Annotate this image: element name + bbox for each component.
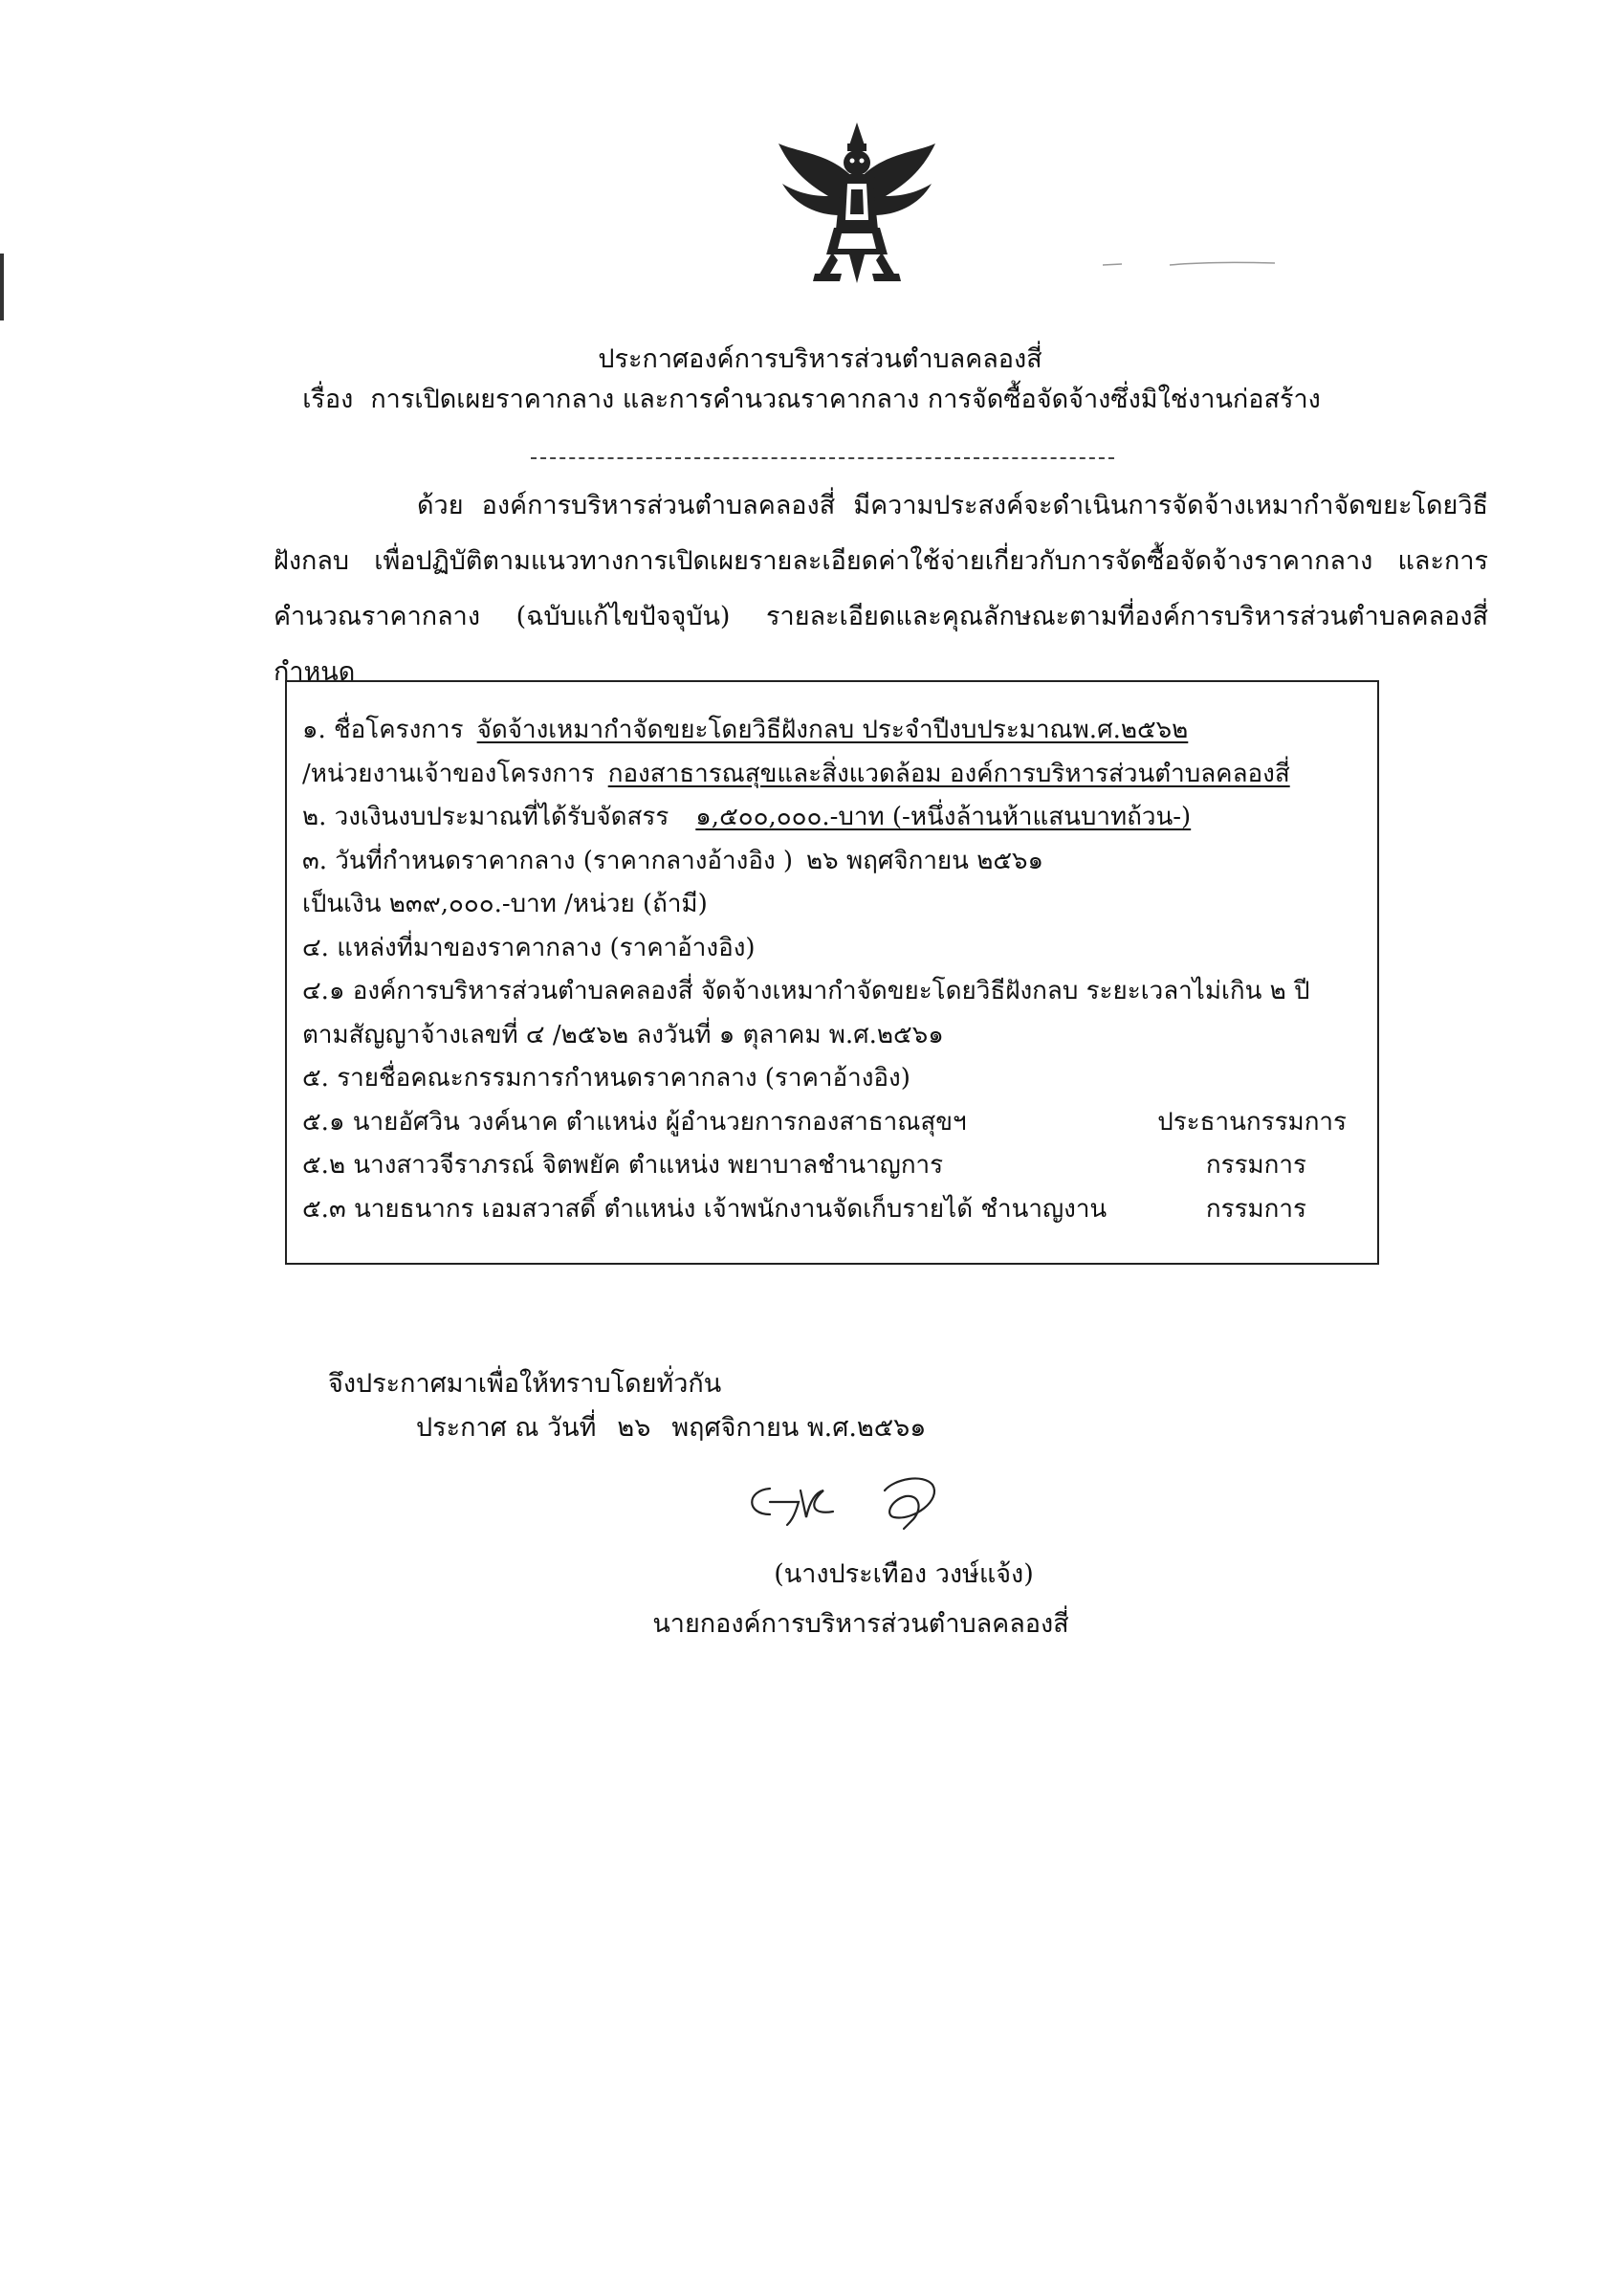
project-name-label: ๑. ชื่อโครงการ bbox=[302, 716, 464, 744]
project-name-line bbox=[302, 709, 1360, 753]
announcement-subject bbox=[0, 380, 1623, 420]
contract-reference-line: ตามสัญญาจ้างเลขที่ ๔ /๒๕๖๒ ลงวันที่ ๑ ตุลาคม พ.ศ.๒๕๖๑ bbox=[302, 1020, 944, 1049]
garuda-emblem-icon bbox=[761, 115, 953, 287]
budget-line bbox=[302, 796, 1360, 840]
signer-name: (นางประเทือง วงษ์แจ้ง) bbox=[774, 1559, 1034, 1589]
signer-block bbox=[574, 1550, 1148, 1649]
subject-text: การเปิดเผยราคากลาง และการคำนวณราคากลาง การจัดซื้อจัดจ้างซึ่งมิใช่งานก่อสร้าง bbox=[370, 385, 1321, 414]
closing-notice: จึงประกาศมาเพื่อให้ทราบโดยทั่วกัน bbox=[328, 1369, 722, 1399]
scan-edge-mark bbox=[0, 254, 4, 320]
handwritten-signature bbox=[741, 1462, 1009, 1538]
committee-member-role: กรรมการ bbox=[1205, 1194, 1306, 1224]
announcement-date bbox=[328, 1406, 926, 1450]
date-rest: พฤศจิกายน พ.ศ.๒๕๖๑ bbox=[671, 1413, 927, 1443]
committee-member-text: ๕.๑ นายอัศวิน วงค์นาค ตำแหน่ง ผู้อำนวยการกองสาธาณสุขฯ bbox=[302, 1107, 967, 1137]
date-prefix: ประกาศ ณ วันที่ bbox=[416, 1413, 597, 1443]
subject-label: เรื่อง bbox=[302, 385, 354, 414]
project-info-box bbox=[285, 680, 1379, 1265]
project-name-value: จัดจ้างเหมากำจัดขยะโดยวิธีฝังกลบ ประจำปีงบประมาณพ.ศ.๒๕๖๒ bbox=[476, 716, 1189, 744]
price-source-item: ๔.๑ องค์การบริหารส่วนตำบลคลองสี่ จัดจ้างเหมากำจัดขยะโดยวิธีฝังกลบ ระยะเวลาไม่เกิน ๒ ปี bbox=[302, 977, 1310, 1005]
committee-member-row bbox=[302, 1144, 1360, 1188]
header-divider bbox=[531, 457, 1114, 459]
committee-member-role: กรรมการ bbox=[1205, 1151, 1306, 1180]
committee-member-row bbox=[302, 1188, 1360, 1232]
project-owner-label: /หน่วยงานเจ้าของโครงการ bbox=[302, 759, 595, 788]
intro-paragraph: ด้วย องค์การบริหารส่วนตำบลคลองสี่ มีความประสงค์จะดำเนินการจัดจ้างเหมากำจัดขยะโดยวิธีฝังกลบ เพื่อปฏิบัติตามแนวทางการเปิดเผยรายละเอียดค่าใช้จ่ายเกี่ยวกับการจัดซื้อจัดจ้างราคากลาง และการคำนวณราคากลาง (ฉบับแก้ไขปัจจุบัน) รายละเอียดและคุณลักษณะตามที่องค์การบริหารส่วนตำบลคลองสี่กำหนด bbox=[274, 491, 1488, 687]
committee-member-text: ๕.๓ นายธนากร เอมสวาสดิ์ ตำแหน่ง เจ้าพนักงานจัดเก็บรายได้ ชำนาญงาน bbox=[302, 1194, 1108, 1224]
reference-date-value: ๒๖ พฤศจิกายน ๒๕๖๑ bbox=[806, 846, 1044, 875]
announcement-header bbox=[0, 340, 1623, 420]
announcement-title: ประกาศองค์การบริหารส่วนตำบลคลองสี่ bbox=[598, 344, 1042, 374]
price-source-heading: ๔. แหล่งที่มาของราคากลาง (ราคาอ้างอิง) bbox=[302, 933, 756, 962]
committee-heading: ๕. รายชื่อคณะกรรมการกำหนดราคากลาง (ราคาอ้างอิง) bbox=[302, 1064, 910, 1093]
committee-member-text: ๕.๒ นางสาวจีราภรณ์ จิตพยัค ตำแหน่ง พยาบาลชำนาญการ bbox=[302, 1151, 944, 1180]
closing-block bbox=[328, 1362, 926, 1450]
committee-member-row bbox=[302, 1101, 1360, 1145]
reference-amount-line: เป็นเงิน ๒๓๙,๐๐๐.-บาท /หน่วย (ถ้ามี) bbox=[302, 890, 708, 918]
scan-speck bbox=[1103, 260, 1275, 268]
project-owner-line bbox=[302, 753, 1360, 797]
date-day: ๒๖ bbox=[617, 1413, 651, 1443]
reference-date-line bbox=[302, 840, 1360, 884]
reference-date-label: ๓. วันที่กำหนดราคากลาง (ราคากลางอ้างอิง ) bbox=[302, 846, 794, 875]
committee-member-role: ประธานกรรมการ bbox=[1157, 1107, 1347, 1137]
budget-value: ๑,๕๐๐,๐๐๐.-บาท (-หนึ่งล้านห้าแสนบาทถ้วน-) bbox=[695, 803, 1192, 831]
project-owner-value: กองสาธารณสุขและสิ่งแวดล้อม องค์การบริหารส่วนตำบลคลองสี่ bbox=[607, 759, 1290, 788]
signer-position: นายกองค์การบริหารส่วนตำบลคลองสี่ bbox=[652, 1609, 1069, 1639]
budget-label: ๒. วงเงินงบประมาณที่ได้รับจัดสรร bbox=[302, 803, 669, 831]
